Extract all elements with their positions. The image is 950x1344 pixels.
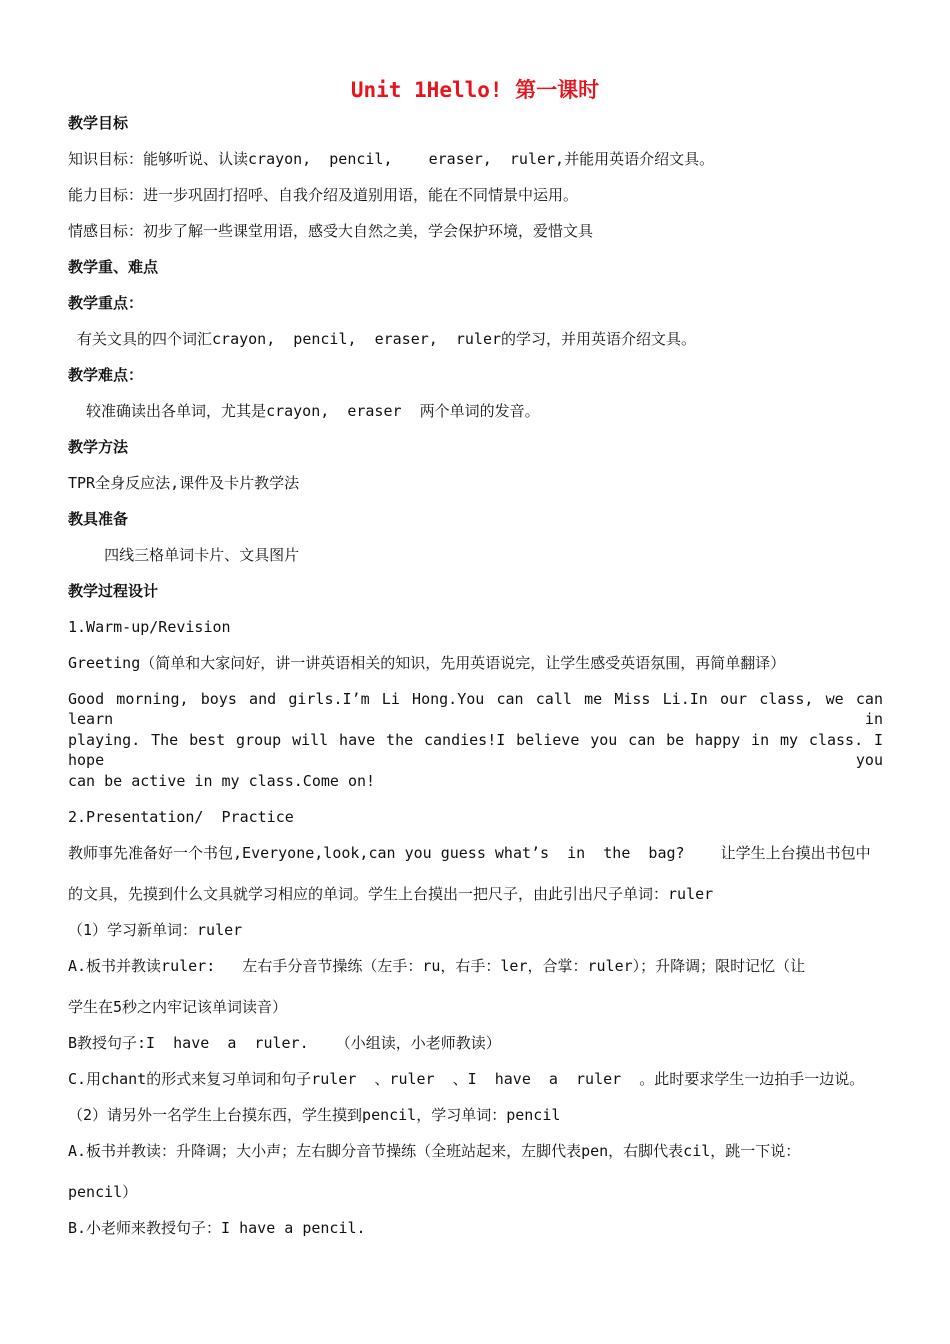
focus-text: 有关文具的四个词汇crayon, pencil, eraser, ruler的学习，并用英语介绍文具。 bbox=[68, 330, 697, 348]
section-heading-goals: 教学目标 bbox=[68, 114, 129, 132]
sub-step-pencil: （2）请另外一名学生上台摸东西，学生摸到pencil，学习单词：pencil bbox=[68, 1106, 561, 1124]
section-heading-key-points: 教学重、难点 bbox=[68, 258, 159, 276]
pencil-step-a-2: pencil） bbox=[68, 1183, 138, 1201]
pencil-step-b: B.小老师来教授句子：I have a pencil. bbox=[68, 1219, 366, 1237]
method-text: TPR全身反应法,课件及卡片教学法 bbox=[68, 474, 300, 492]
section-heading-method: 教学方法 bbox=[68, 438, 129, 456]
presentation-text-2: 的文具，先摸到什么文具就学习相应的单词。学生上台摸出一把尺子，由此引出尺子单词：ruler bbox=[68, 885, 714, 903]
step-warmup: 1.Warm-up/Revision bbox=[68, 618, 231, 636]
step-presentation: 2.Presentation/ Practice bbox=[68, 808, 294, 826]
ability-goal: 能力目标：进一步巩固打招呼、自我介绍及道别用语，能在不同情景中运用。 bbox=[68, 186, 579, 204]
pencil-step-a-1: A.板书并教读：升降调；大小声；左右脚分音节操练（全班站起来，左脚代表pen，右脚代表cil，跳一下说： bbox=[68, 1142, 801, 1160]
knowledge-goal: 知识目标：能够听说、认读crayon, pencil, eraser, ruler,并能用英语介绍文具。 bbox=[68, 150, 715, 168]
ruler-step-a-1: A.板书并教读ruler: 左右手分音节操练（左手：ru，右手：ler，合掌：ruler）；升降调；限时记忆（让 bbox=[68, 957, 806, 975]
subheading-difficulty: 教学难点： bbox=[68, 366, 144, 384]
greeting-english-3: can be active in my class.Come on! bbox=[68, 772, 376, 790]
greeting-english-2: playing. The best group will have the candies!I believe you can be happy in my class. I hope you bbox=[68, 731, 883, 769]
page-title: Unit 1Hello! 第一课时 bbox=[350, 78, 600, 102]
section-heading-process: 教学过程设计 bbox=[68, 582, 159, 600]
section-heading-materials: 教具准备 bbox=[68, 510, 129, 528]
subheading-focus: 教学重点： bbox=[68, 294, 144, 312]
ruler-step-b: B教授句子:I have a ruler. （小组读，小老师教读） bbox=[68, 1034, 501, 1052]
emotion-goal: 情感目标：初步了解一些课堂用语，感受大自然之美，学会保护环境，爱惜文具 bbox=[68, 222, 594, 240]
presentation-text-1: 教师事先准备好一个书包,Everyone,look,can you guess what’s in the bag? 让学生上台摸出书包中 bbox=[68, 844, 871, 862]
sub-step-ruler: （1）学习新单词：ruler bbox=[68, 921, 243, 939]
ruler-step-c: C.用chant的形式来复习单词和句子ruler 、ruler 、I have a ruler 。此时要求学生一边拍手一边说。 bbox=[68, 1070, 865, 1088]
materials-text: 四线三格单词卡片、文具图片 bbox=[68, 546, 300, 564]
greeting-text: Greeting（简单和大家问好，讲一讲英语相关的知识，先用英语说完，让学生感受英语氛围，再简单翻译） bbox=[68, 654, 786, 672]
difficulty-text: 较准确读出各单词，尤其是crayon, eraser 两个单词的发音。 bbox=[68, 402, 540, 420]
ruler-step-a-2: 学生在5秒之内牢记该单词读音） bbox=[68, 998, 288, 1016]
greeting-english-1: Good morning, boys and girls.I’m Li Hong.You can call me Miss Li.In our class, we can learn in bbox=[68, 690, 883, 728]
